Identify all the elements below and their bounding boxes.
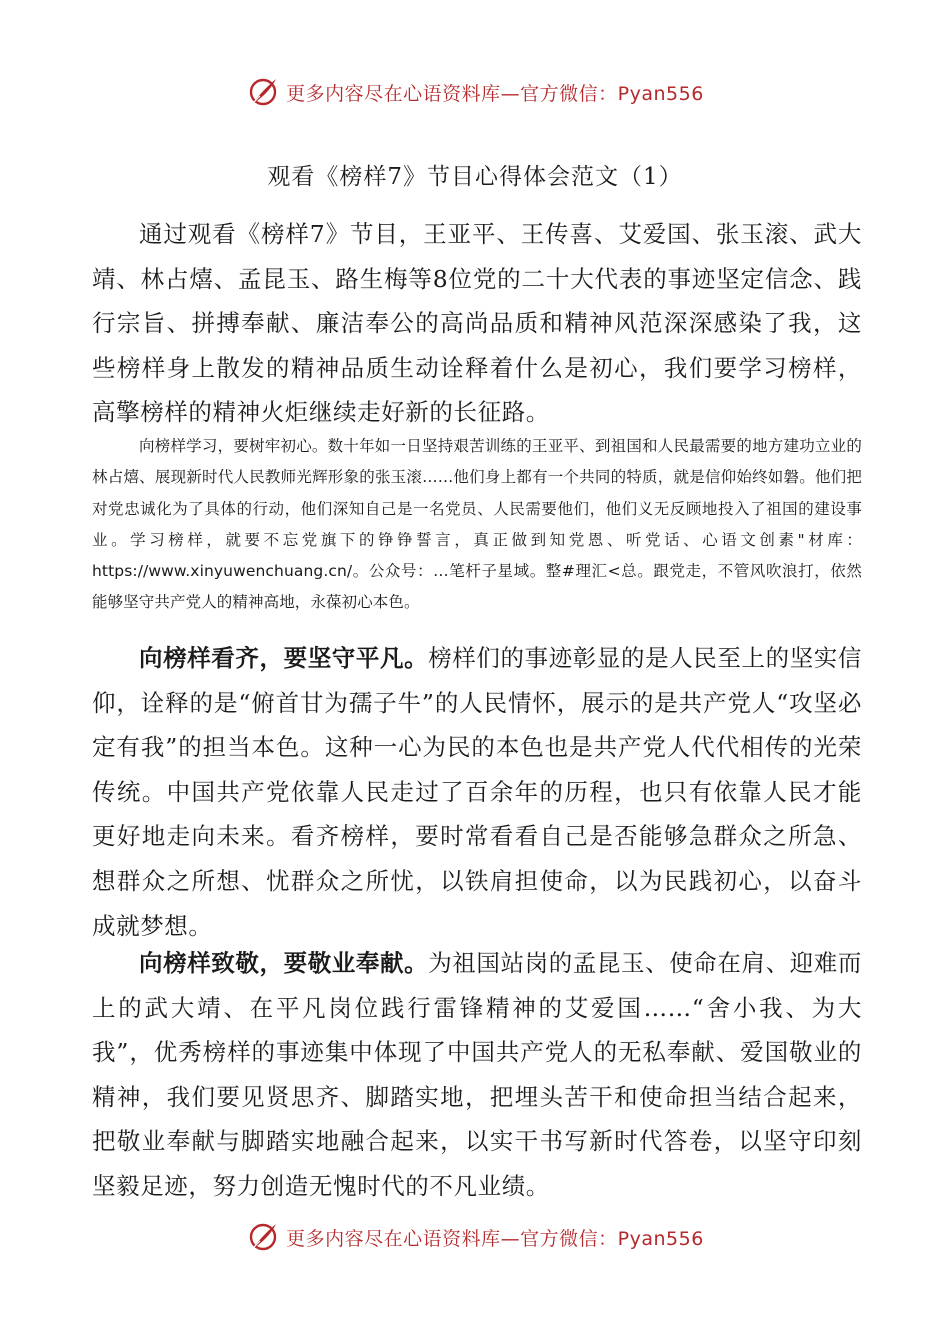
paragraph-1-text: 通过观看《榜样7》节目，王亚平、王传喜、艾爱国、张玉滚、武大靖、林占熺、孟昆玉、路生梅等8位党的二十大代表的事迹坚定信念、践行宗旨、拼搏奉献、廉洁奉公的高尚品质和精神风范深深感染了我，这些榜样身上散发的精神品质生动诠释着什么是初心，我们要学习榜样，高擎榜样的精神火炬继续走好新的长征路。 xyxy=(92,220,862,427)
paragraph-4-lead: 向榜样致敬，要敬业奉献。 xyxy=(139,949,429,977)
paragraph-4 xyxy=(92,941,862,1209)
footer-banner xyxy=(0,1217,950,1257)
banner-text: 更多内容尽在心语资料库—官方微信：Pyan556 xyxy=(286,82,704,105)
paragraph-2 xyxy=(92,431,862,619)
paragraph-1 xyxy=(92,212,862,435)
page-title: 观看《榜样7》节目心得体会范文（1） xyxy=(267,164,683,190)
header-banner xyxy=(0,72,950,112)
feather-pen-logo-icon xyxy=(246,1220,280,1254)
feather-pen-logo-icon xyxy=(246,75,280,109)
paragraph-2-text: 向榜样学习，要树牢初心。数十年如一日坚持艰苦训练的王亚平、到祖国和人民最需要的地方建功立业的林占熺、展现新时代人民教师光辉形象的张玉滚……他们身上都有一个共同的特质，就是信仰始终如磐。他们把对党忠诚化为了具体的行动，他们深知自己是一名党员、人民需要他们，他们义无反顾地投入了祖国的建设事业。学习榜样，就要不忘党旗下的铮铮誓言，真正做到知党恩、听党话、心语文创素"材库：https://www.xinyuwenchuang.cn/。公众号：…笔杆子星域。整#理汇<总。跟党走，不管风吹浪打，依然能够坚守共产党人的精神高地，永葆初心本色。 xyxy=(92,437,862,612)
banner-text: 更多内容尽在心语资料库—官方微信：Pyan556 xyxy=(286,1227,704,1250)
paragraph-3-lead: 向榜样看齐，要坚守平凡。 xyxy=(139,644,429,672)
paragraph-4-text: 为祖国站岗的孟昆玉、使命在肩、迎难而上的武大靖、在平凡岗位践行雷锋精神的艾爱国……“舍小我、为大我”，优秀榜样的事迹集中体现了中国共产党人的无私奉献、爱国敬业的精神，我们要见贤思齐、脚踏实地，把埋头苦干和使命担当结合起来，把敬业奉献与脚踏实地融合起来，以实干书写新时代答卷，以坚守印刻坚毅足迹，努力创造无愧时代的不凡业绩。 xyxy=(92,949,863,1200)
paragraph-3-text: 榜样们的事迹彰显的是人民至上的坚实信仰，诠释的是“俯首甘为孺子牛”的人民情怀，展示的是共产党人“攻坚必定有我”的担当本色。这种一心为民的本色也是共产党人代代相传的光荣传统。中国共产党依靠人民走过了百余年的历程，也只有依靠人民才能更好地走向未来。看齐榜样，要时常看看自己是否能够急群众之所急、想群众之所想、忧群众之所忧，以铁肩担使命，以为民践初心，以奋斗成就梦想。 xyxy=(92,644,863,940)
paragraph-3 xyxy=(92,636,862,948)
